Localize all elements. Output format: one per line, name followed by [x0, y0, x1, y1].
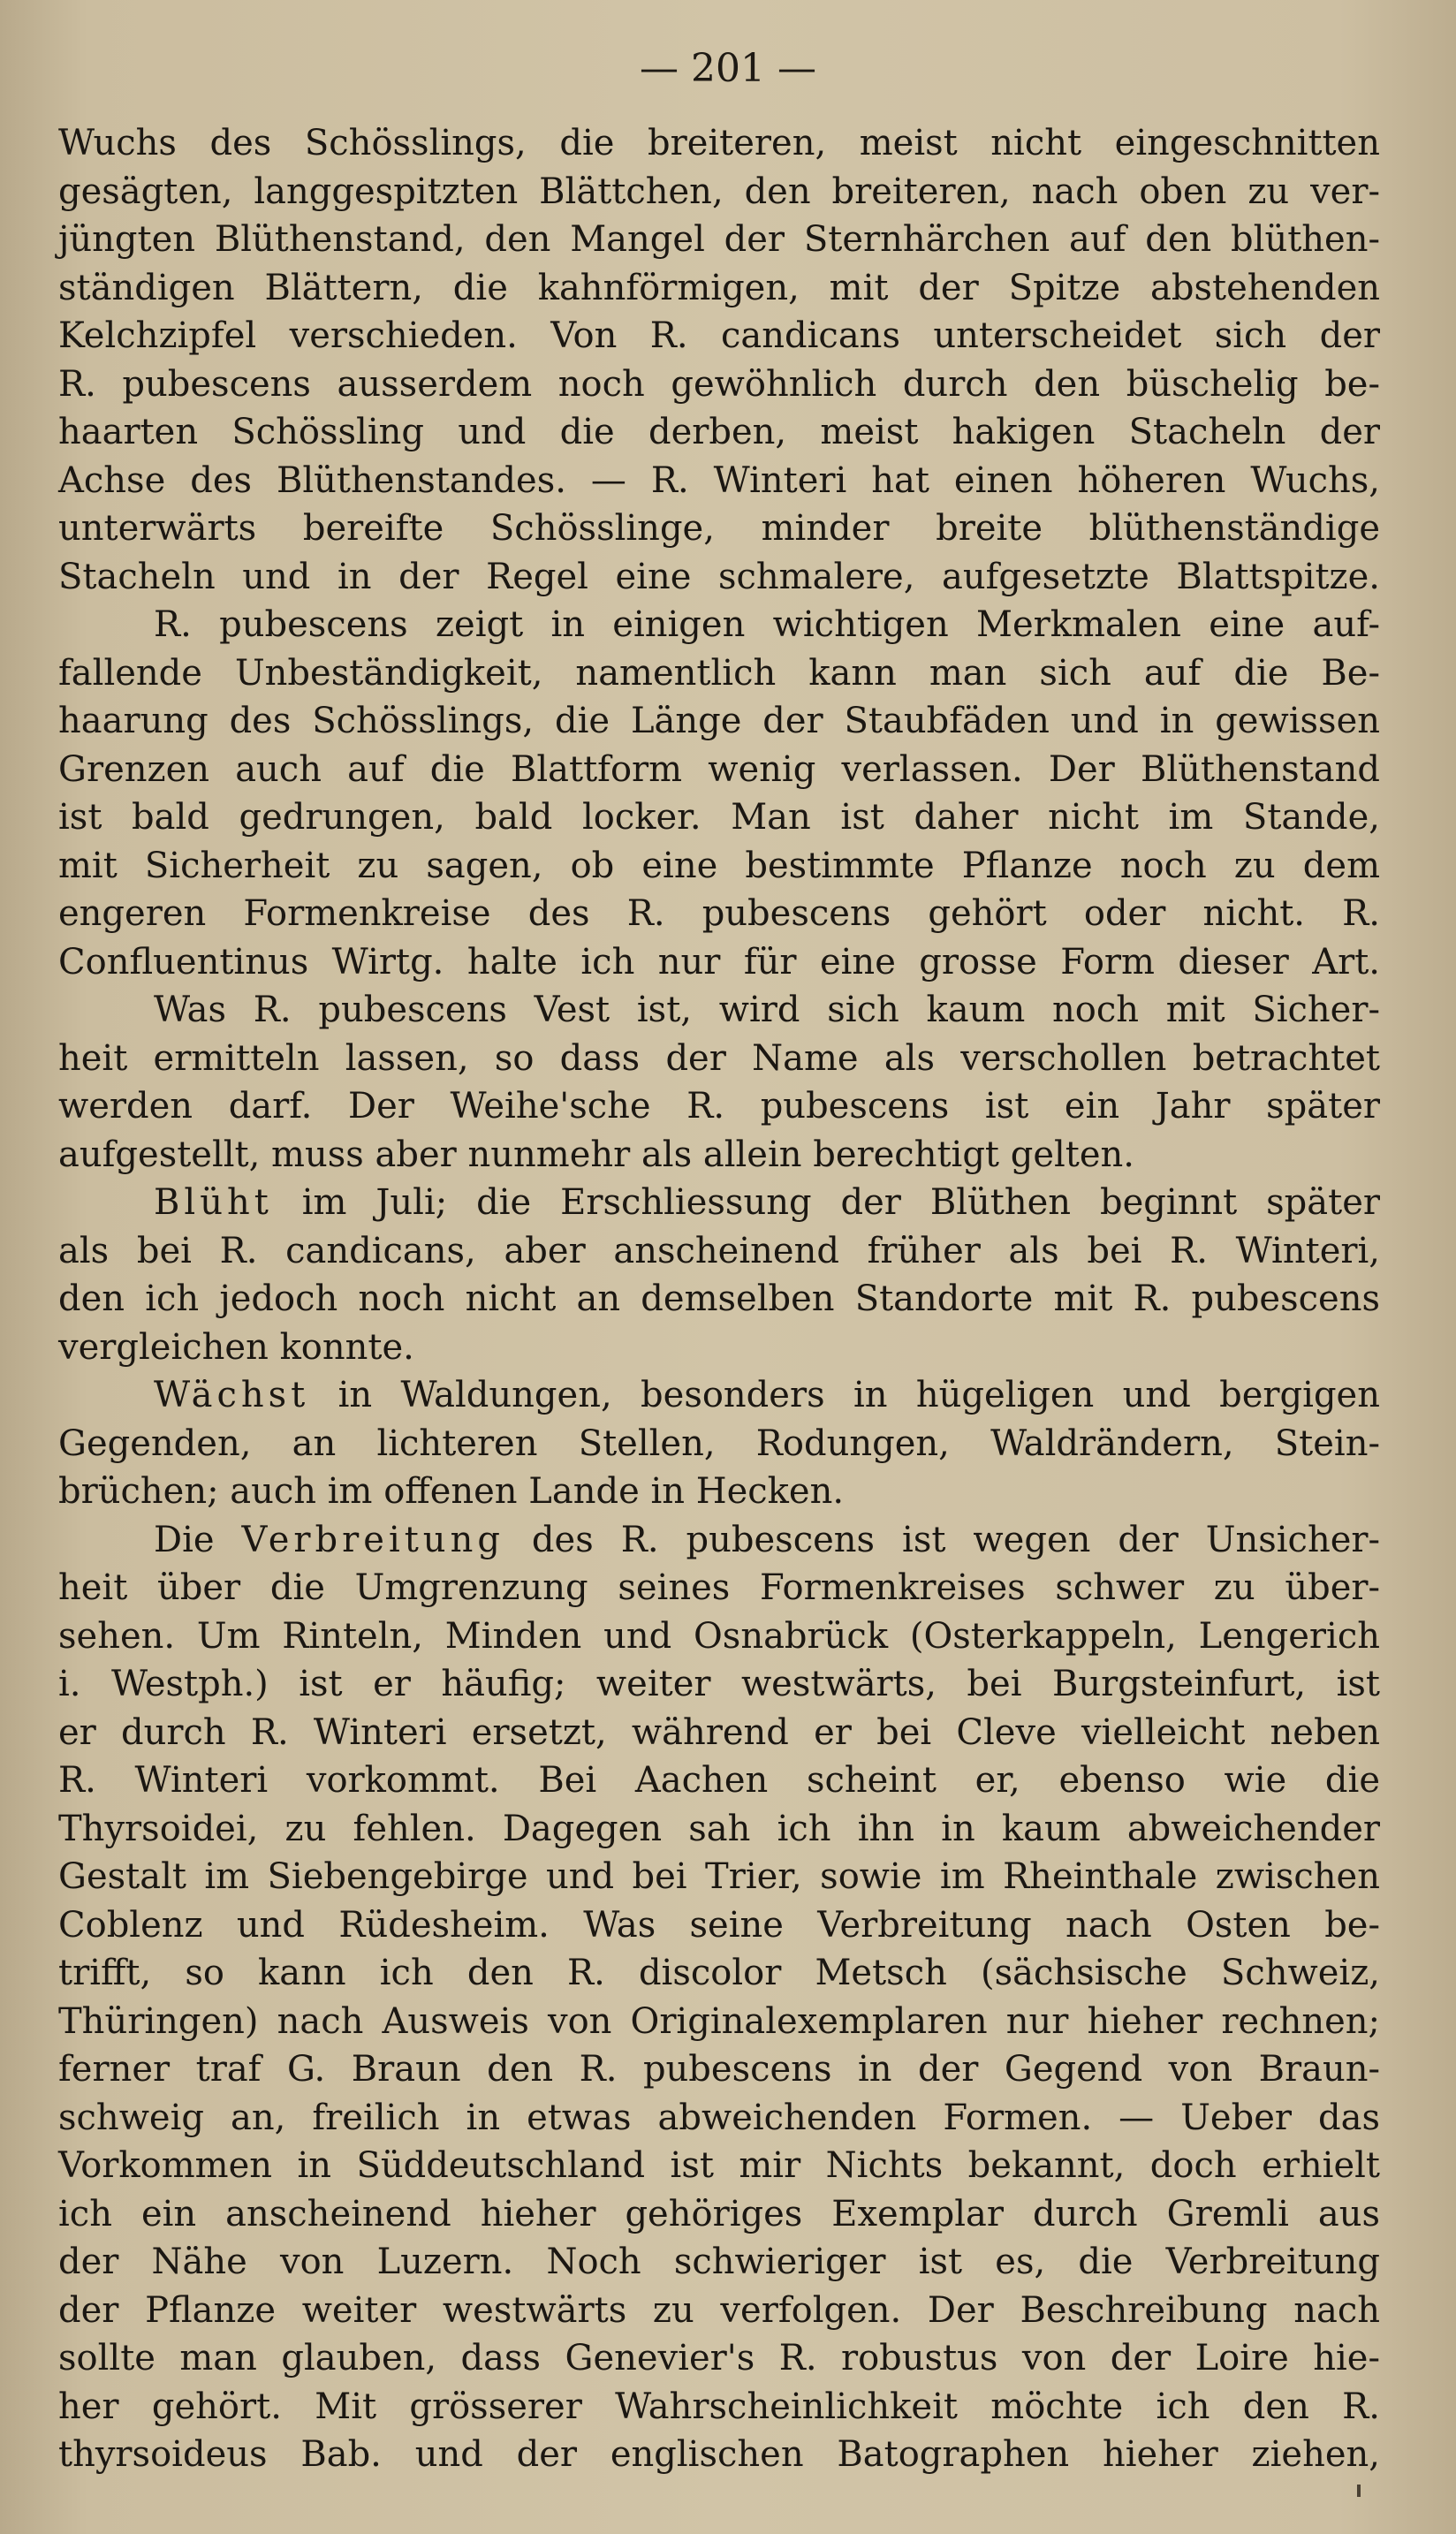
text-line: Thyrsoidei, zu fehlen. Dagegen sah ich ihn in kaum abweichender — [58, 1808, 1380, 1849]
text-line: trifft, so kann ich den R. discolor Metsch (sächsische Schweiz, — [58, 1953, 1380, 1993]
text-line: der Pflanze weiter westwärts zu verfolgen. Der Beschreibung nach — [58, 2289, 1380, 2331]
spaced-lead-word: Wächst — [154, 1375, 310, 1415]
text-line: Coblenz und Rüdesheim. Was seine Verbreitung nach Osten be- — [58, 1904, 1380, 1946]
text-line: Wuchs des Schösslings, die breiteren, meist nicht eingeschnitten — [58, 123, 1380, 163]
text-line: Gestalt im Siebengebirge und bei Trier, sowie im Rheinthale zwischen — [58, 1856, 1380, 1897]
text-line: er durch R. Winteri ersetzt, während er bei Cleve vielleicht neben — [58, 1711, 1380, 1753]
text-line: gesägten, langgespitzten Blättchen, den breiteren, nach oben zu ver- — [58, 171, 1380, 212]
text-line: haarten Schössling und die derben, meist hakigen Stacheln der — [58, 412, 1380, 452]
text-line: Was R. pubescens Vest ist, wird sich kaum noch mit Sicher- — [154, 990, 1380, 1030]
text-line: sehen. Um Rinteln, Minden und Osnabrück (Osterkappeln, Lengerich — [58, 1615, 1380, 1657]
text-line — [58, 1179, 1380, 1227]
text-line: her gehört. Mit grösserer Wahrscheinlichkeit möchte ich den R. — [58, 2386, 1380, 2427]
text-line: werden darf. Der Weihe'sche R. pubescens ist ein Jahr später — [58, 1086, 1380, 1127]
text-line: Gegenden, an lichteren Stellen, Rodungen, Waldrändern, Stein- — [58, 1423, 1380, 1464]
text-line: Achse des Blüthenstandes. — R. Winteri hat einen höheren Wuchs, — [58, 459, 1380, 501]
text-line-rest: im Juli; die Erschliessung der Blüthen beginnt später — [272, 1182, 1380, 1223]
text-line: Vorkommen in Süddeutschland ist mir Nichts bekannt, doch erhielt — [58, 2145, 1380, 2186]
text-line: R. pubescens ausserdem noch gewöhnlich durch den büschelig be- — [58, 363, 1380, 405]
print-mark — [1357, 2485, 1361, 2497]
body-text — [58, 119, 1380, 2479]
text-line — [58, 1371, 1380, 1420]
text-line: Grenzen auch auf die Blattform wenig verlassen. Der Blüthenstand — [58, 748, 1380, 790]
spaced-lead-word: Verbreitung — [241, 1519, 504, 1560]
text-line: haarung des Schösslings, die Länge der Staubfäden und in gewissen — [58, 701, 1380, 741]
text-line: ich ein anscheinend hieher gehöriges Exemplar durch Gremli aus — [58, 2193, 1380, 2234]
text-line: heit ermitteln lassen, so dass der Name als verschollen betrachtet — [58, 1037, 1380, 1079]
text-line: i. Westph.) ist er häufig; weiter westwärts, bei Burgsteinfurt, ist — [58, 1664, 1380, 1704]
text-line: ferner traf G. Braun den R. pubescens in der Gegend von Braun- — [58, 2049, 1380, 2090]
text-line: Stacheln und in der Regel eine schmalere, aufgesetzte Blattspitze. — [58, 556, 1380, 597]
text-line-pre: Die — [154, 1519, 242, 1560]
spaced-lead-word: Blüht — [154, 1182, 273, 1223]
text-line: heit über die Umgrenzung seines Formenkreises schwer zu über- — [58, 1567, 1380, 1608]
text-line: der Nähe von Luzern. Noch schwieriger ist es, die Verbreitung — [58, 2242, 1380, 2282]
text-line: schweig an, freilich in etwas abweichenden Formen. — Ueber das — [58, 2097, 1380, 2138]
text-line-rest: in Waldungen, besonders in hügeligen und bergigen — [309, 1375, 1380, 1415]
text-line: unterwärts bereifte Schösslinge, minder breite blüthenständige — [58, 508, 1380, 549]
text-line: Kelchzipfel verschieden. Von R. candicans unterscheidet sich der — [58, 315, 1380, 356]
page-number: — 201 — — [640, 46, 816, 91]
text-line: den ich jedoch noch nicht an demselben Standorte mit R. pubescens — [58, 1278, 1380, 1319]
text-line: R. pubescens zeigt in einigen wichtigen Merkmalen eine auf- — [154, 604, 1380, 645]
text-line — [58, 1516, 1380, 1565]
text-line: Thüringen) nach Ausweis von Originalexemplaren nur hieher rechnen; — [58, 2000, 1380, 2042]
text-line: R. Winteri vorkommt. Bei Aachen scheint er, ebenso wie die — [58, 1760, 1380, 1801]
text-line: ist bald gedrungen, bald locker. Man ist daher nicht im Stande, — [58, 797, 1380, 838]
text-line: jüngten Blüthenstand, den Mangel der Sternhärchen auf den blüthen- — [58, 219, 1380, 260]
text-line: vergleichen konnte. — [58, 1326, 414, 1368]
text-line: Confluentinus Wirtg. halte ich nur für eine grosse Form dieser Art. — [58, 941, 1380, 982]
text-line: fallende Unbeständigkeit, namentlich kann man sich auf die Be- — [58, 652, 1380, 694]
text-line: aufgestellt, muss aber nunmehr als allein berechtigt gelten. — [58, 1134, 1135, 1175]
text-line: thyrsoideus Bab. und der englischen Batographen hieher ziehen, — [58, 2434, 1380, 2475]
text-line: als bei R. candicans, aber anscheinend früher als bei R. Winteri, — [58, 1230, 1380, 1271]
text-line: mit Sicherheit zu sagen, ob eine bestimmte Pflanze noch zu dem — [58, 845, 1380, 886]
text-line: sollte man glauben, dass Genevier's R. robustus von der Loire hie- — [58, 2338, 1380, 2378]
text-line-rest: des R. pubescens ist wegen der Unsicher- — [504, 1519, 1381, 1560]
text-line: brüchen; auch im offenen Lande in Hecken. — [58, 1471, 845, 1512]
text-line: ständigen Blättern, die kahnförmigen, mit der Spitze abstehenden — [58, 267, 1380, 308]
text-line: engeren Formenkreise des R. pubescens gehört oder nicht. R. — [58, 893, 1380, 934]
